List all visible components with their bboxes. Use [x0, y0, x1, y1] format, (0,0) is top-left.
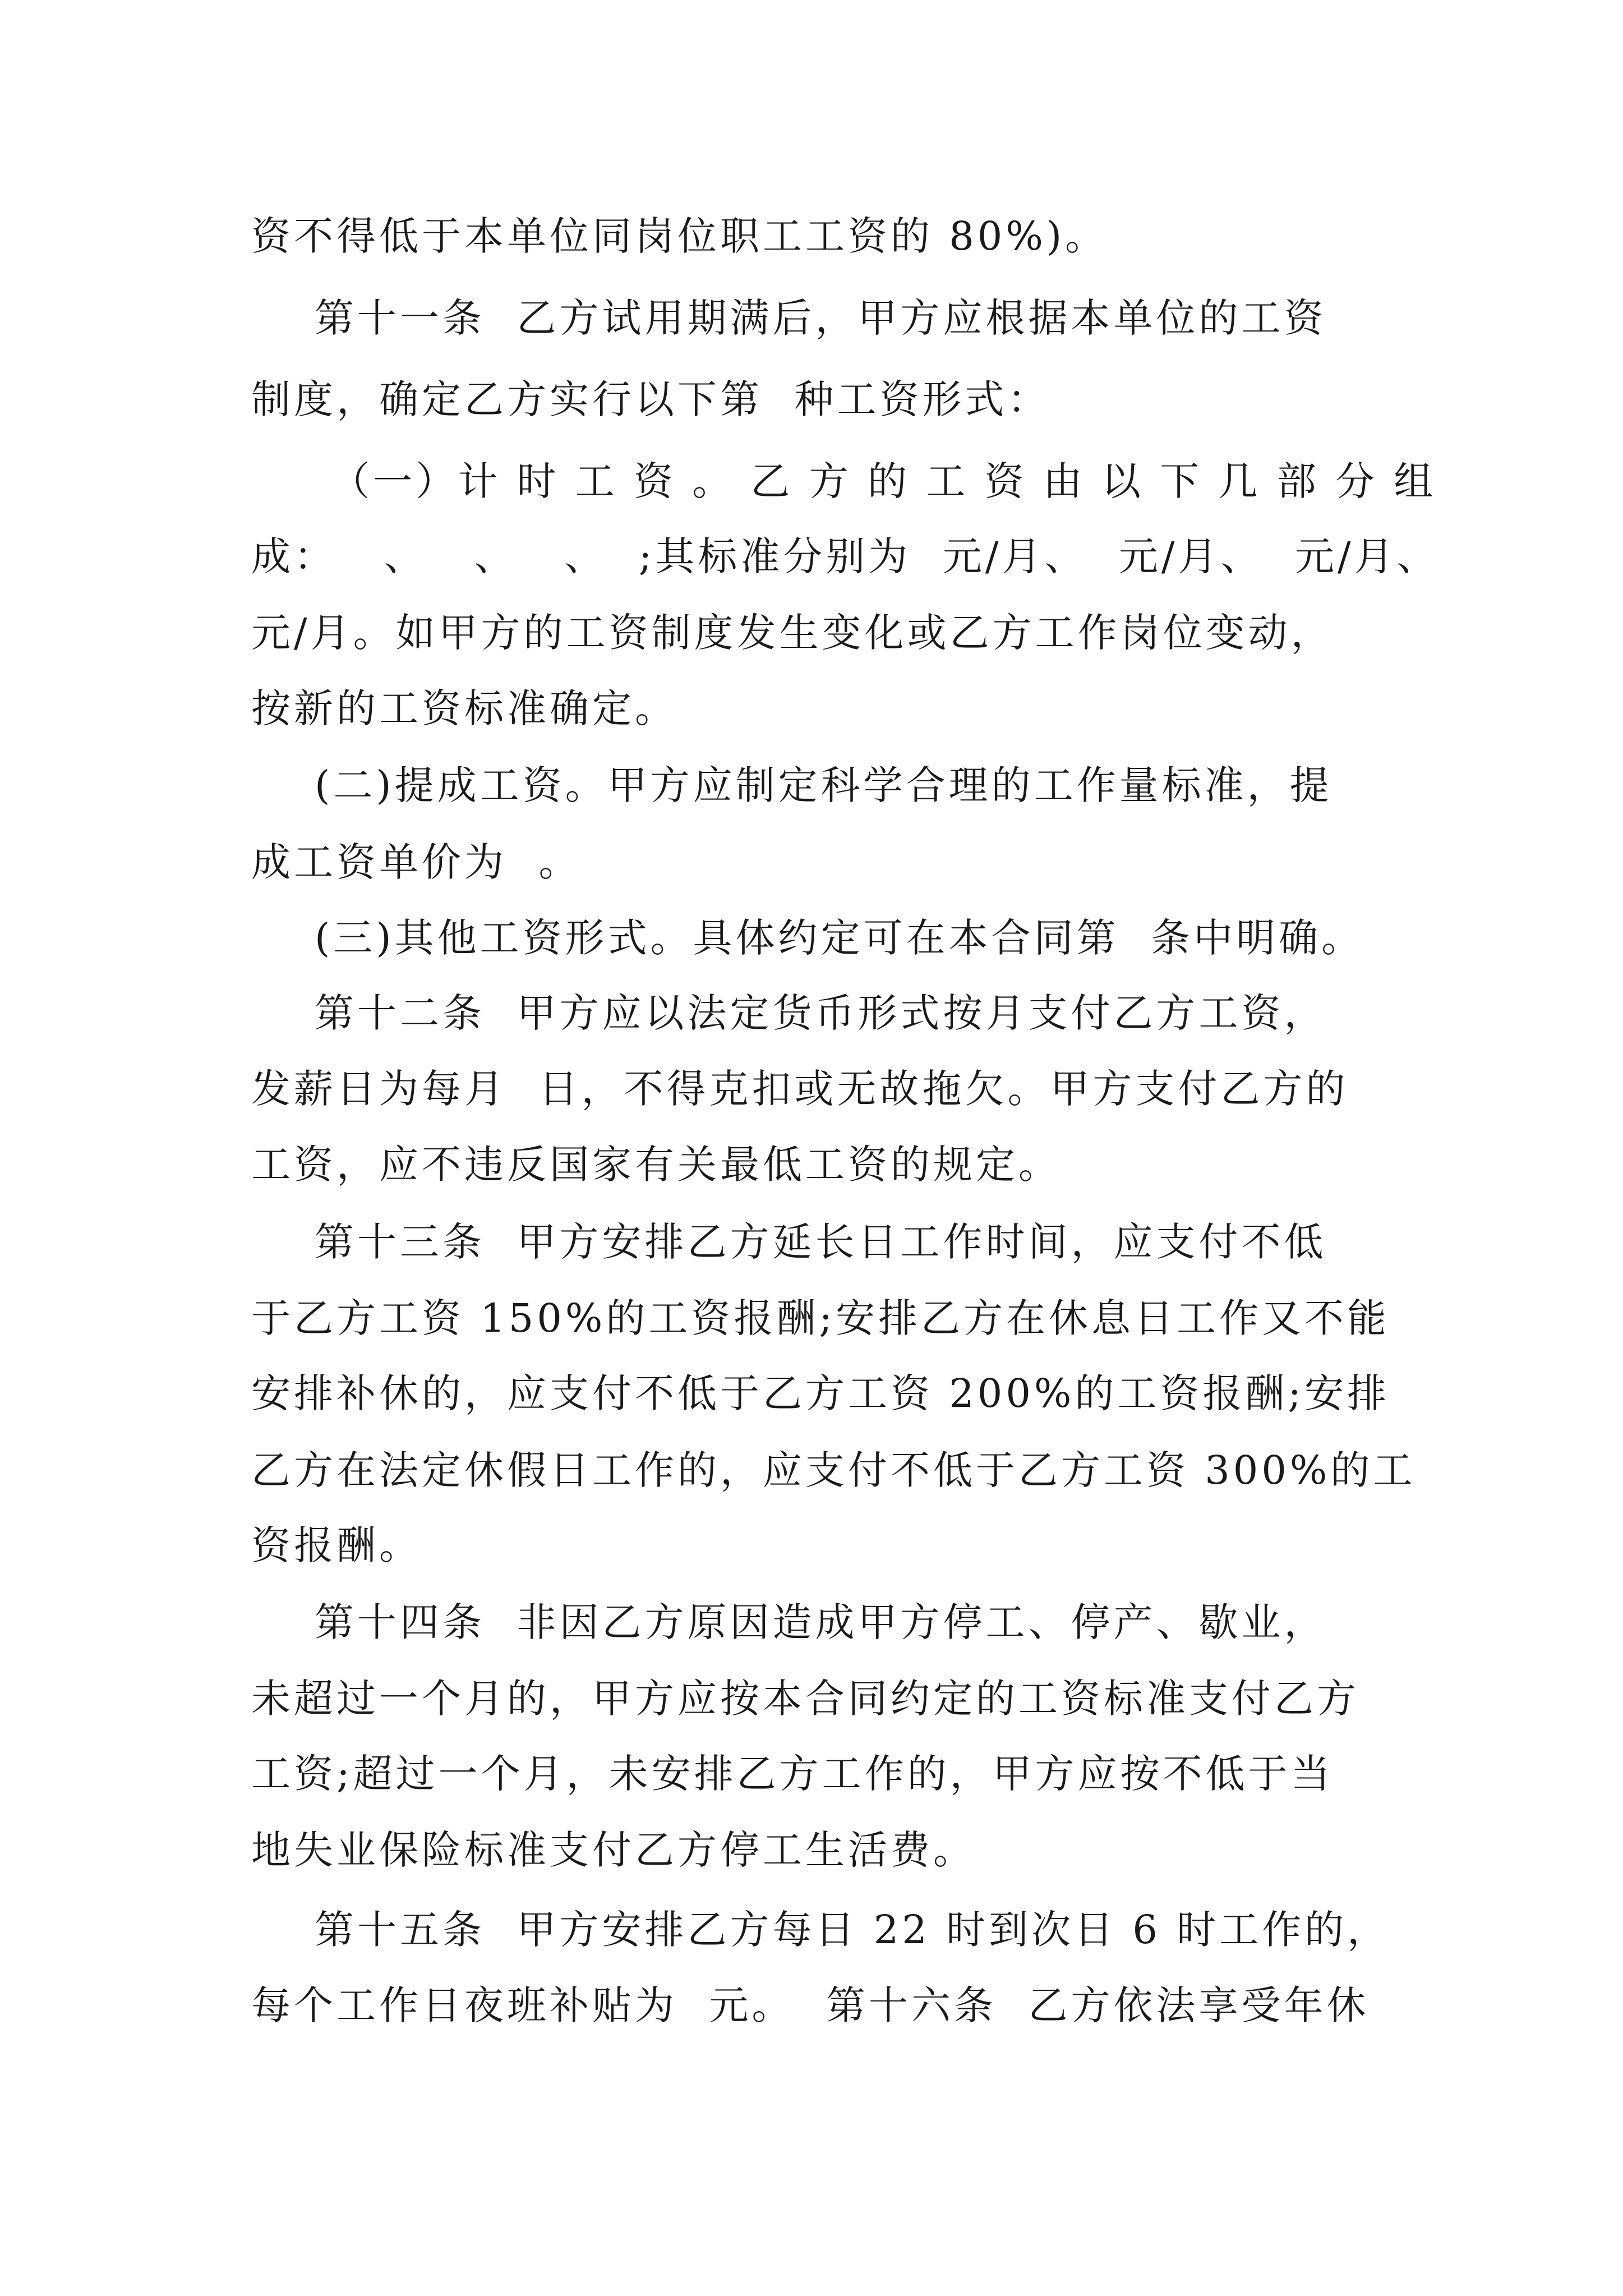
text-line: 第十一条 乙方试用期满后，甲方应根据本单位的工资 [251, 295, 1327, 341]
text-line: 每个工作日夜班补贴为 元。 第十六条 乙方依法享受年休 [251, 1982, 1370, 2028]
text-line: 第十三条 甲方安排乙方延长日工作时间，应支付不低 [251, 1219, 1327, 1265]
text-line: 资报酬。 [251, 1522, 422, 1568]
text-line: 资不得低于本单位同岗位职工工资的 80%)。 [251, 213, 1108, 259]
text-line: 制度，确定乙方实行以下第 种工资形式： [251, 376, 1050, 422]
text-line: （一）计 时 工 资 。 乙 方 的 工 资 由 以 下 几 部 分 组 [251, 458, 1437, 504]
text-line: 未超过一个月的，甲方应按本合同约定的工资标准支付乙方 [251, 1676, 1359, 1722]
text-line: 安排补休的，应支付不低于乙方工资 200%的工资报酬;安排 [251, 1370, 1390, 1416]
text-line: 工资，应不违反国家有关最低工资的规定。 [251, 1142, 1061, 1188]
text-line: 于乙方工资 150%的工资报酬;安排乙方在休息日工作又不能 [251, 1295, 1390, 1341]
text-line: 元/月。如甲方的工资制度发生变化或乙方工作岗位变动， [251, 610, 1334, 656]
text-line: (三)其他工资形式。具体约定可在本合同第 条中明确。 [251, 915, 1364, 961]
text-line: 工资;超过一个月，未安排乙方工作的，甲方应按不低于当 [251, 1751, 1334, 1797]
text-line: 第十五条 甲方安排乙方每日 22 时到次日 6 时工作的， [251, 1907, 1390, 1953]
text-line: 发薪日为每月 日，不得克扣或无故拖欠。甲方支付乙方的 [251, 1066, 1349, 1112]
text-line: 乙方在法定休假日工作的，应支付不低于乙方工资 300%的工 [251, 1447, 1416, 1493]
text-line: 第十四条 非因乙方原因造成甲方停工、停产、歇业， [251, 1599, 1327, 1645]
text-line: (二)提成工资。甲方应制定科学合理的工作量标准，提 [251, 762, 1332, 808]
text-line: 第十二条 甲方应以法定货币形式按月支付乙方工资， [251, 990, 1327, 1036]
text-line: 成： 、 、 、 ;其标准分别为 元/月、 元/月、 元/月、 [251, 533, 1440, 579]
text-line: 按新的工资标准确定。 [251, 685, 677, 731]
text-line: 成工资单价为 。 [251, 839, 582, 885]
text-line: 地失业保险标准支付乙方停工生活费。 [251, 1827, 976, 1873]
